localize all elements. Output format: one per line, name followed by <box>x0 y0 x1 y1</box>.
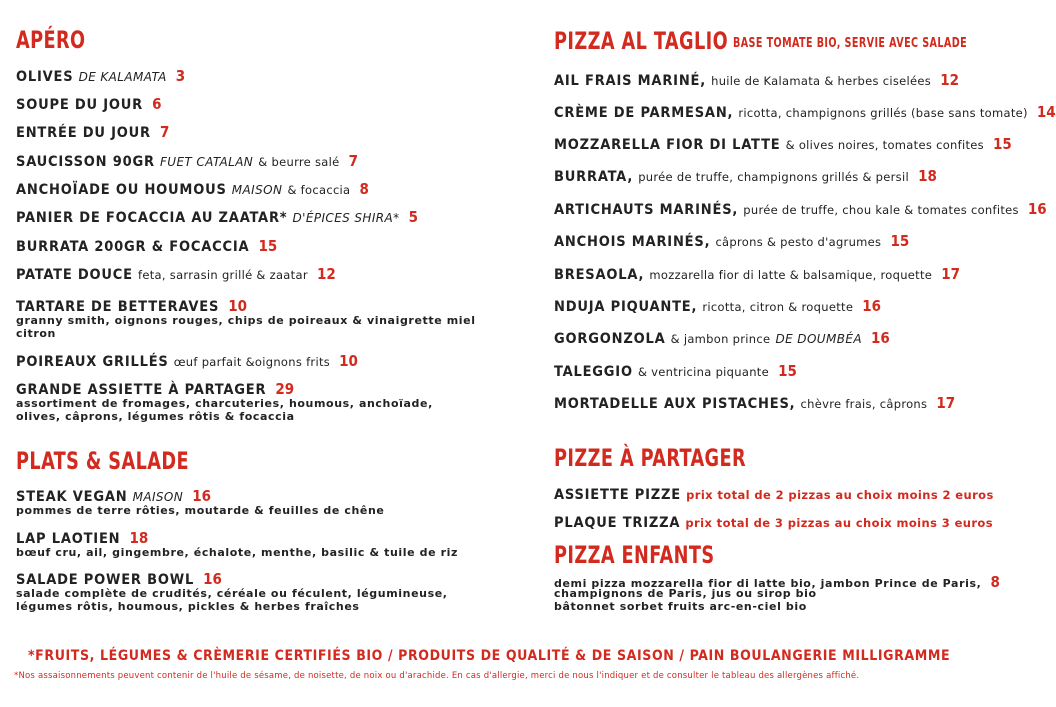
menu-item <box>16 569 448 613</box>
item-price: 15 <box>778 362 797 380</box>
menu-item <box>554 393 955 412</box>
item-name: ENTRÉE DU JOUR <box>16 125 151 141</box>
menu-item <box>554 199 1047 218</box>
item-price: 16 <box>203 570 222 588</box>
menu-item <box>554 102 1056 121</box>
item-desc: ricotta, citron & roquette <box>702 300 854 314</box>
item-price: 16 <box>862 297 882 315</box>
menu-item <box>16 296 476 340</box>
menu-item <box>554 361 797 380</box>
menu-item <box>16 151 358 170</box>
pizza-taglio-heading: PIZZA AL TAGLIO <box>554 27 729 55</box>
menu-item <box>554 231 909 250</box>
item-price: 6 <box>152 95 162 113</box>
item-price: 16 <box>871 329 890 347</box>
item-desc: & ventricina piquante <box>637 365 769 379</box>
item-desc: & olives noires, tomates confites <box>785 138 984 152</box>
item-price: 5 <box>408 208 419 226</box>
item-name: AIL FRAIS MARINÉ, <box>554 73 707 89</box>
item-desc: prix total de 3 pizzas au choix moins 3 euros <box>685 516 993 530</box>
item-price: 8 <box>359 180 369 198</box>
item-desc: demi pizza mozzarella fior di latte bio, jambon Prince de Paris, <box>554 577 982 590</box>
item-desc: prix total de 2 pizzas au choix moins 2 euros <box>686 488 994 502</box>
item-price: 16 <box>1027 200 1047 218</box>
item-desc: assortiment de fromages, charcuteries, houmous, anchoïade, <box>16 397 433 410</box>
item-name: ARTICHAUTS MARINÉS, <box>554 202 739 218</box>
item-name: TARTARE DE BETTERAVES <box>16 299 220 315</box>
item-price: 18 <box>918 167 937 185</box>
item-desc: purée de truffe, champignons grillés & persil <box>638 170 909 184</box>
item-note: DE DOUMBÉA <box>775 332 862 346</box>
menu-item <box>554 572 1000 613</box>
menu-item <box>554 70 959 89</box>
item-desc: ricotta, champignons grillés (base sans tomate) <box>738 106 1028 120</box>
menu-item <box>554 134 1012 153</box>
item-desc: légumes rôtis, houmous, pickles & herbes fraîches <box>16 599 360 613</box>
item-name: MORTADELLE AUX PISTACHES, <box>554 396 796 412</box>
item-name: BRESAOLA, <box>554 267 645 283</box>
item-desc: citron <box>16 326 56 340</box>
item-price: 10 <box>228 297 248 315</box>
item-name: PLAQUE TRIZZA <box>554 515 681 531</box>
item-price: 16 <box>192 487 211 505</box>
menu-item <box>554 166 937 185</box>
menu-item <box>16 207 418 226</box>
item-name: SOUPE DU JOUR <box>16 97 144 113</box>
menu-item <box>554 484 994 503</box>
pizza-enfants-title: PIZZA ENFANTS <box>554 541 715 569</box>
item-name: SAUCISSON 90GR <box>16 154 155 170</box>
item-name: PANIER DE FOCACCIA AU ZAATAR* <box>16 210 288 226</box>
item-price: 7 <box>159 123 170 141</box>
item-name: GORGONZOLA <box>554 331 666 347</box>
item-name: MOZZARELLA FIOR DI LATTE <box>554 137 781 153</box>
item-price: 12 <box>940 71 959 89</box>
menu-item <box>16 94 162 113</box>
menu-item <box>16 122 169 141</box>
menu-item <box>16 528 458 560</box>
item-name: STEAK VEGAN <box>16 489 128 505</box>
menu-item <box>16 379 433 423</box>
item-desc: purée de truffe, chou kale & tomates confites <box>743 203 1019 217</box>
item-desc: chèvre frais, câprons <box>800 397 928 411</box>
item-desc: champignons de Paris, jus ou sirop bio <box>554 587 817 600</box>
pizza-taglio-subtitle: BASE TOMATE BIO, SERVIE AVEC SALADE <box>733 36 968 51</box>
item-price: 18 <box>129 529 149 547</box>
pizze-partager-title: PIZZE À PARTAGER <box>554 444 747 472</box>
item-price: 15 <box>993 135 1012 153</box>
item-name: BURRATA, <box>554 169 634 185</box>
menu-item <box>554 296 881 315</box>
menu-item <box>16 66 185 85</box>
footer-bio-note: *FRUITS, LÉGUMES & CRÈMERIE CERTIFIÉS BIO / PRODUITS DE QUALITÉ & DE SAISON / PAIN BOULANGERIE MILLIGRAMME <box>28 648 951 664</box>
menu-item <box>554 512 993 531</box>
menu-item <box>16 179 369 198</box>
item-name: ANCHOIS MARINÉS, <box>554 234 711 250</box>
item-price: 29 <box>275 380 295 398</box>
item-note: MAISON <box>231 183 283 197</box>
item-name: BURRATA 200GR & FOCACCIA <box>16 239 250 255</box>
menu-item <box>16 264 336 283</box>
menu-item <box>16 486 384 518</box>
item-name: ASSIETTE PIZZE <box>554 487 682 503</box>
item-desc: pommes de terre rôties, moutarde & feuilles de chêne <box>16 504 385 517</box>
item-name: OLIVES <box>16 69 74 85</box>
item-desc: feta, sarrasin grillé & zaatar <box>138 268 308 282</box>
item-desc: mozzarella fior di latte & balsamique, roquette <box>649 268 933 282</box>
footer-allergen-note: *Nos assaisonnements peuvent contenir de l'huile de sésame, de noisette, de noix ou d'arachide. En cas d'allergie, merci de nous l'indiquer et de consulter le tableau des allergènes affiché. <box>14 671 860 681</box>
item-name: GRANDE ASSIETTE À PARTAGER <box>16 382 267 398</box>
item-price: 10 <box>339 352 358 370</box>
item-desc: bœuf cru, ail, gingembre, échalote, menthe, basilic & tuile de riz <box>16 546 458 559</box>
item-price: 15 <box>258 237 278 255</box>
item-name: ANCHOÏADE OU HOUMOUS <box>16 182 227 198</box>
item-note: FUET CATALAN <box>159 155 254 169</box>
pizza-taglio-title <box>554 27 967 55</box>
item-desc: olives, câprons, légumes rôtis & focaccia <box>16 409 295 423</box>
item-desc: bâtonnet sorbet fruits arc-en-ciel bio <box>554 599 807 613</box>
item-price: 17 <box>941 265 961 283</box>
menu-item <box>16 236 277 255</box>
item-desc: câprons & pesto d'agrumes <box>715 235 882 249</box>
item-desc: & focaccia <box>287 183 351 197</box>
item-price: 8 <box>990 573 1000 591</box>
menu-item <box>554 264 960 283</box>
item-note: D'ÉPICES SHIRA* <box>292 211 400 225</box>
menu-item <box>554 328 890 347</box>
item-desc: salade complète de crudités, céréale ou féculent, légumineuse, <box>16 587 448 600</box>
item-name: CRÈME DE PARMESAN, <box>554 105 734 121</box>
item-note: MAISON <box>132 490 184 504</box>
item-price: 7 <box>348 152 359 170</box>
item-note: DE KALAMATA <box>78 70 167 84</box>
apero-title: APÉRO <box>16 26 86 54</box>
item-price: 15 <box>890 232 910 250</box>
item-desc: granny smith, oignons rouges, chips de poireaux & vinaigrette miel <box>16 314 476 327</box>
item-price: 17 <box>936 394 956 412</box>
item-price: 14 <box>1036 103 1056 121</box>
plats-title: PLATS & SALADE <box>16 447 190 475</box>
item-price: 3 <box>175 67 186 85</box>
item-name: SALADE POWER BOWL <box>16 572 195 588</box>
item-price: 12 <box>316 265 336 283</box>
item-desc: huile de Kalamata & herbes ciselées <box>711 74 932 88</box>
item-name: POIREAUX GRILLÉS <box>16 354 169 370</box>
item-desc: & jambon prince <box>670 332 771 346</box>
item-name: PATATE DOUCE <box>16 267 133 283</box>
item-desc: & beurre salé <box>258 155 340 169</box>
item-name: TALEGGIO <box>554 364 633 380</box>
menu-item <box>16 351 358 370</box>
item-desc: œuf parfait &oignons frits <box>173 355 331 369</box>
item-name: NDUJA PIQUANTE, <box>554 299 698 315</box>
item-name: LAP LAOTIEN <box>16 531 121 547</box>
